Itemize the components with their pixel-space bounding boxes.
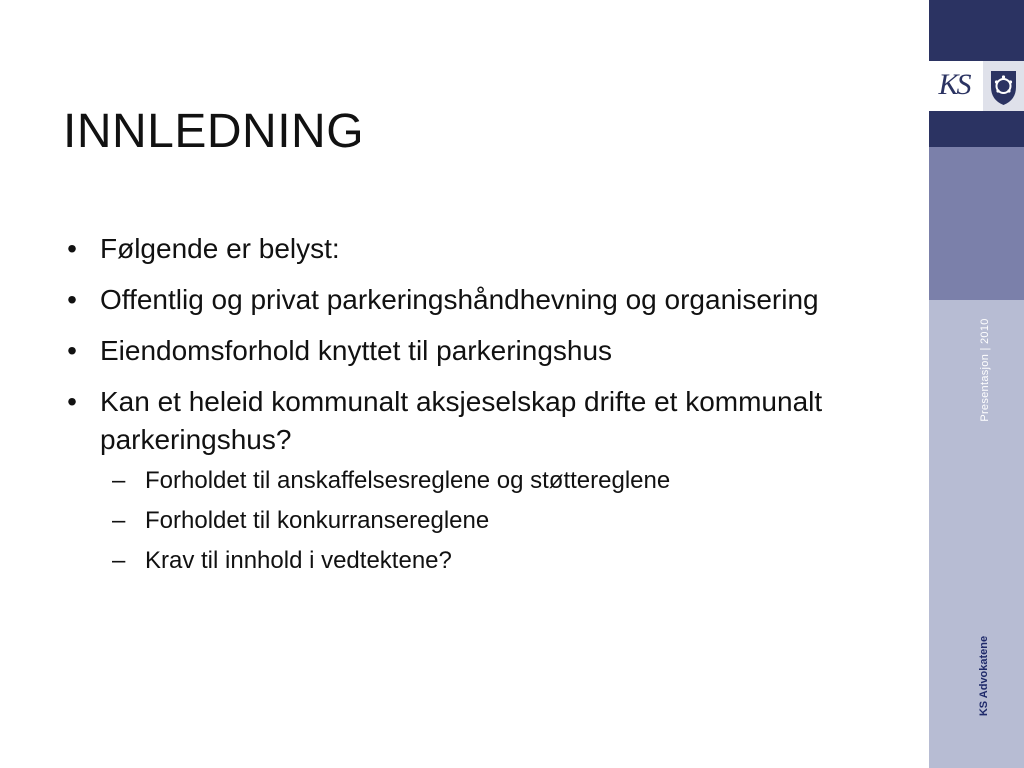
logo-band [929, 61, 1024, 111]
sub-bullet-text: Krav til innhold i vedtektene? [145, 547, 452, 574]
bullet-text: Offentlig og privat parkeringshåndhevning og organisering [100, 284, 819, 315]
bullet-mark: • [67, 284, 77, 315]
bullet-item [62, 332, 902, 370]
bullet-item [62, 230, 902, 268]
bullet-text: Eiendomsforhold knyttet til parkeringshus [100, 335, 613, 366]
bullet-mark: • [67, 335, 77, 366]
sub-bullet-text: Forholdet til konkurransereglene [145, 507, 490, 534]
bullet-text: Følgende er belyst: [100, 233, 340, 264]
bullet-item [62, 383, 902, 459]
slide-content [62, 230, 902, 587]
shield-emblem-icon [983, 61, 1024, 111]
bullet-mark: • [67, 233, 77, 264]
sub-bullet-text: Forholdet til anskaffelsesreglene og støttereglene [145, 467, 671, 494]
sub-bullet-mark: – [112, 507, 126, 534]
presentation-year-label: Presentasjon | 2010 [979, 318, 991, 422]
sidebar [929, 0, 1024, 768]
sub-bullet-mark: – [112, 547, 126, 574]
slide-title: INNLEDNING [63, 105, 365, 158]
sidebar-mid-band [929, 111, 1024, 147]
sidebar-top-band [929, 0, 1024, 61]
bullet-mark: • [67, 386, 77, 417]
bullet-item [62, 281, 902, 319]
sub-bullet-mark: – [112, 467, 126, 494]
sub-bullet-item [62, 507, 902, 535]
ks-advokatene-label: KS Advokatene [978, 635, 990, 717]
sidebar-label-band [929, 147, 1024, 422]
bullet-text: Kan et heleid kommunalt aksjeselskap drifte et kommunalt parkeringshus? [100, 386, 823, 455]
sub-bullet-item [62, 547, 902, 575]
ks-logo: KS [938, 68, 970, 101]
sub-bullet-item [62, 467, 902, 495]
